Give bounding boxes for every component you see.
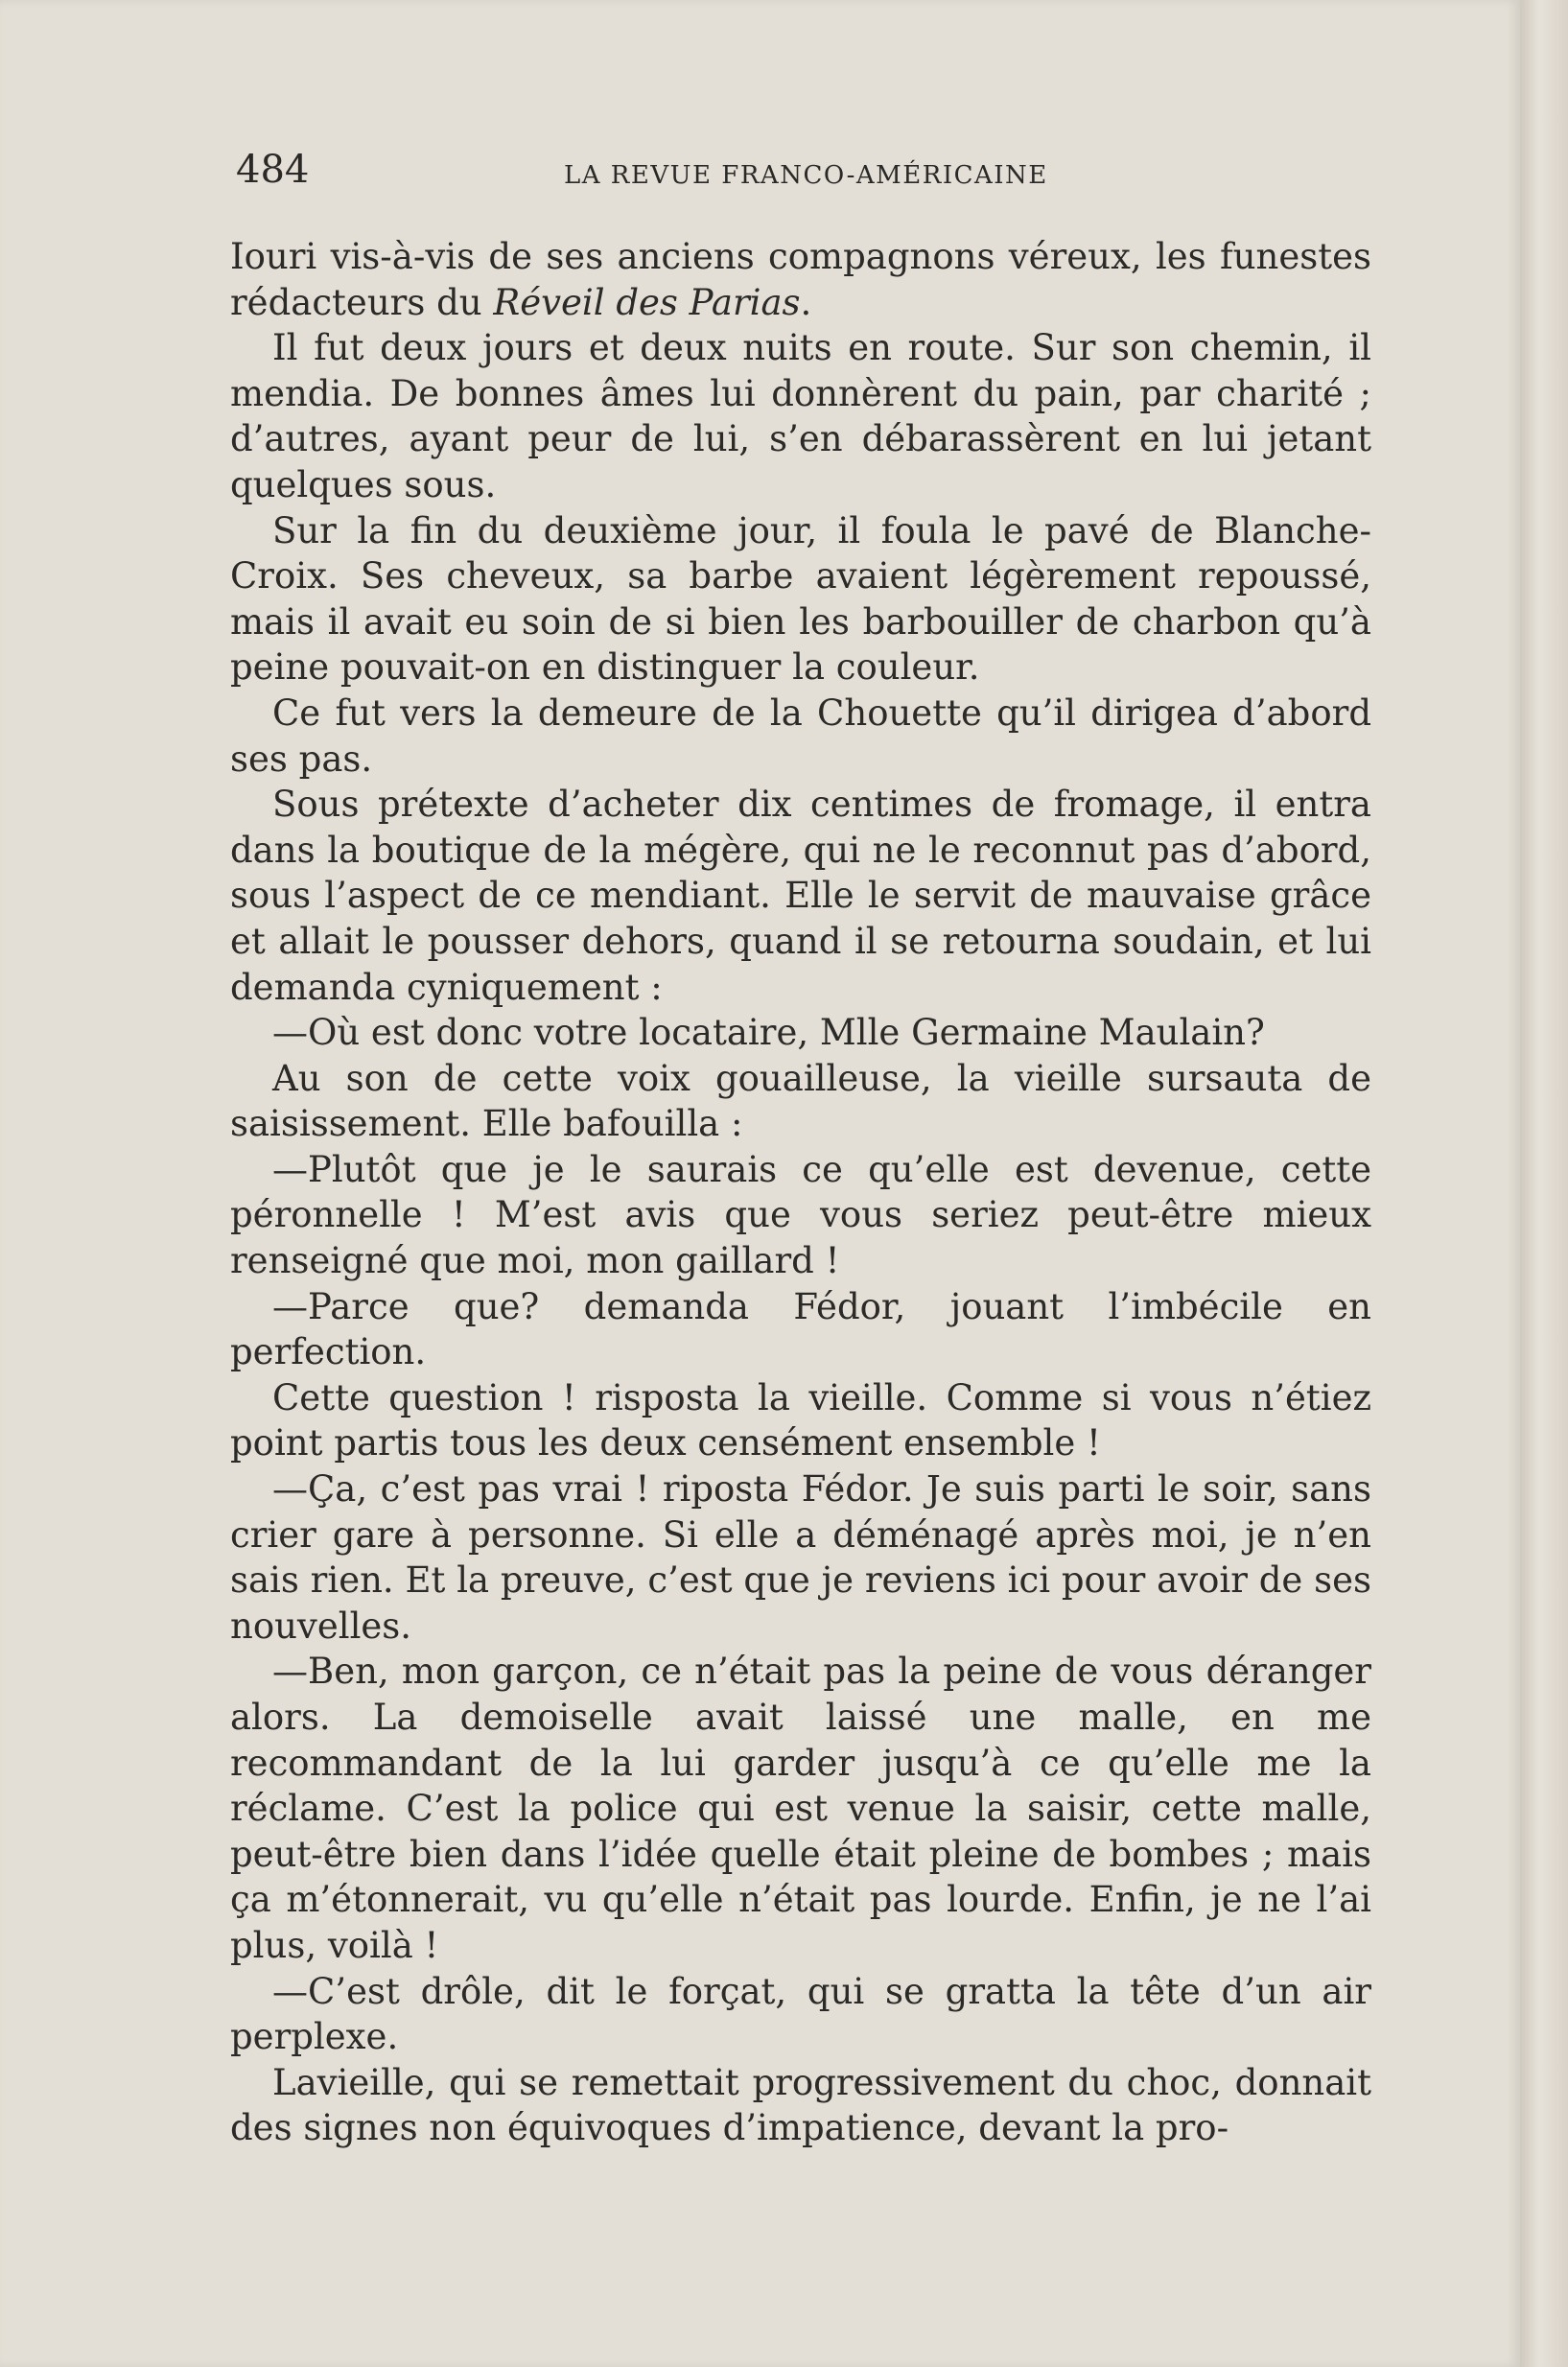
newspaper-title: Réveil des Parias	[493, 281, 801, 323]
body-text	[230, 234, 1371, 2151]
dialogue-line: —Parce que? demanda Fédor, jouant l’imbécile en perfection.	[230, 1285, 1371, 1373]
dialogue-line: —C’est drôle, dit le forçat, qui se gratta la tête d’un air perplexe.	[230, 1970, 1371, 2058]
paragraph: Au son de cette voix gouailleuse, la vieille sursauta de saisissement. Elle bafouilla :	[230, 1057, 1371, 1145]
paragraph: Cette question ! risposta la vieille. Comme si vous n’étiez point partis tous les deux censément ensemble !	[230, 1376, 1371, 1465]
dialogue-line: —Plutôt que je le saurais ce qu’elle est devenue, cette péronnelle ! M’est avis que vous seriez peut-être mieux renseigné que moi, mon gaillard !	[230, 1148, 1371, 1282]
book-page-edge	[1520, 0, 1568, 2367]
paragraph: Iouri vis-à-vis de ses anciens compagnons véreux, les funestes rédacteurs du Réveil des Parias.	[230, 236, 1371, 323]
dialogue-line: —Ben, mon garçon, ce n’était pas la peine de vous déranger alors. La demoiselle avait laissé une malle, en me recommandant de la lui garder jusqu’à ce qu’elle me la réclame. C’est la police qui est venue la saisir, cette malle, peut-être bien dans l’idée quelle était pleine de bombes ; mais ça m’étonnerait, vu qu’elle n’était pas lourde. Enfin, je ne l’ai plus, voilà !	[230, 1651, 1371, 1966]
paragraph: Lavieille, qui se remettait progressivement du choc, donnait des signes non équivoques d’impatience, devant la pro-	[230, 2061, 1371, 2149]
dialogue-line: —Où est donc votre locataire, Mlle Germaine Maulain?	[272, 1012, 1265, 1054]
paragraph: Sous prétexte d’acheter dix centimes de fromage, il entra dans la boutique de la mégère, qui ne le reconnut pas d’abord, sous l’aspect de ce mendiant. Elle le servit de mauvaise grâce et allait le pousser dehors, quand il se retourna soudain, et lui demanda cyniquement :	[230, 784, 1371, 1008]
dialogue-line: —Ça, c’est pas vrai ! riposta Fédor. Je suis parti le soir, sans crier gare à personne. Si elle a déménagé après moi, je n’en sais rien. Et la preuve, c’est que je reviens ici pour avoir de ses nouvelles.	[230, 1468, 1371, 1647]
paragraph: Ce fut vers la demeure de la Chouette qu’il dirigea d’abord ses pas.	[230, 691, 1371, 780]
running-head	[236, 142, 1118, 199]
page-number: 484	[236, 148, 310, 192]
journal-title: LA REVUE FRANCO-AMÉRICAINE	[564, 161, 1048, 190]
paragraph: Sur la fin du deuxième jour, il foula le pavé de Blanche-Croix. Ses cheveux, sa barbe avaient légèrement repoussé, mais il avait eu soin de si bien les barbouiller de charbon qu’à peine pouvait-on en distinguer la couleur.	[230, 509, 1371, 689]
paragraph: Il fut deux jours et deux nuits en route. Sur son chemin, il mendia. De bonnes âmes lui donnèrent du pain, par charité ; d’autres, ayant peur de lui, s’en débarassèrent en lui jetant quelques sous.	[230, 327, 1371, 505]
